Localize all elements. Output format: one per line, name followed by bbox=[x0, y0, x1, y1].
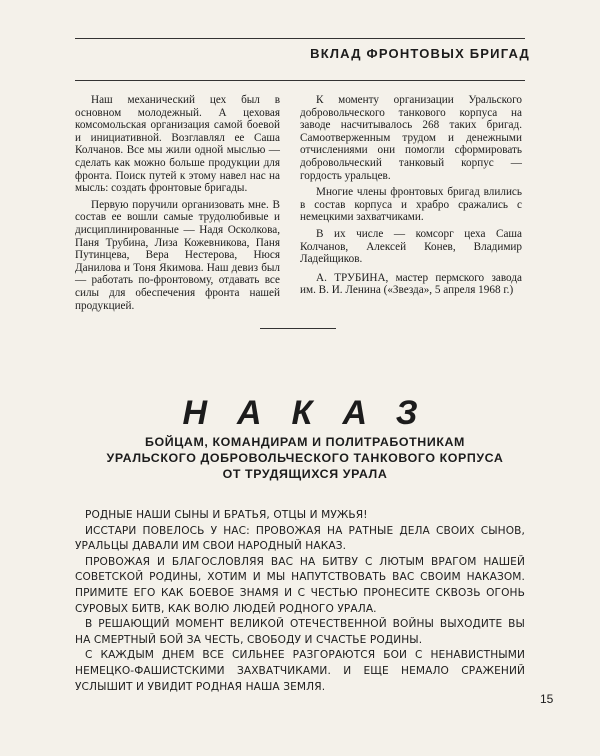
nakaz-subtitle bbox=[40, 434, 570, 482]
section-divider bbox=[260, 328, 336, 329]
paragraph: Многие члены фронтовых бригад влились в состав корпуса и храбро сражались с немецкими захватчиками. bbox=[300, 186, 522, 224]
nakaz-paragraph: РОДНЫЕ НАШИ СЫНЫ И БРАТЬЯ, ОТЦЫ И МУЖЬЯ! bbox=[85, 509, 368, 521]
subtitle-line: ОТ ТРУДЯЩИХСЯ УРАЛА bbox=[222, 467, 388, 481]
page-number: 15 bbox=[540, 692, 554, 706]
nakaz-title: НАКАЗ bbox=[182, 394, 448, 432]
subtitle-line: УРАЛЬСКОГО ДОБРОВОЛЬЧЕСКОГО ТАНКОВОГО КОРПУСА bbox=[106, 451, 504, 465]
nakaz-paragraph: ПРОВОЖАЯ И БЛАГОСЛОВЛЯЯ ВАС НА БИТВУ С ЛЮТЫМ ВРАГОМ НАШЕЙ СОВЕТСКОЙ РОДИНЫ, ХОТИМ И МЫ НАПУТСТВОВАТЬ ВАС СВОИМ НАКАЗОМ. ПРИМИТЕ ЕГО КАК БОЕВОЕ ЗНАМЯ И С ЧЕСТЬЮ ПРОНЕСИТЕ СКВОЗЬ ОГОНЬ СУРОВЫХ БИТВ, КАК ВОЛЮ ЛЮДЕЙ РОДНОГО УРАЛА. bbox=[75, 555, 525, 615]
paragraph: Наш механический цех был в основном молодежный. А цеховая комсомольская организация самой боевой и инициативной. Возглавлял ее Саша Колчанов. Все мы жили одной мыслью — сделать как можно больше продукции для фронта. Поиск путей к этому навел нас на мысль: создать фронтовые бригады. bbox=[75, 94, 280, 195]
paragraph: В их числе — комсорг цеха Саша Колчанов, Алексей Конев, Владимир Ладейщиков. bbox=[300, 227, 522, 266]
nakaz-paragraph: С КАЖДЫМ ДНЕМ ВСЕ СИЛЬНЕЕ РАЗГОРАЮТСЯ БОИ С НЕНАВИСТНЫМИ НЕМЕЦКО-ФАШИСТСКИМИ ЗАХВАТЧИКАМИ. И ЕЩЕ НЕМАЛО СРАЖЕНИЙ УСЛЫШИТ И УВИДИТ РОДНАЯ НАША ЗЕМЛЯ. bbox=[75, 649, 525, 693]
nakaz-body bbox=[75, 508, 525, 695]
left-column bbox=[75, 94, 280, 316]
paragraph: Первую поручили организовать мне. В состав ее вошли самые трудолюбивые и дисциплинированные — Надя Осколкова, Паня Трубина, Лиза Кожевникова, Паня Путинцева, Вера Нестерова, Нюся Данилова и Тоня Якимова. Наш девиз был — работать по-фронтовому, отдавать все силы для обеспечения фронта нашей продукцией. bbox=[75, 198, 280, 312]
nakaz-paragraph: ИССТАРИ ПОВЕЛОСЬ У НАС: ПРОВОЖАЯ НА РАТНЫЕ ДЕЛА СВОИХ СЫНОВ, УРАЛЬЦЫ ДАВАЛИ ИМ СВОИ НАРОДНЫЙ НАКАЗ. bbox=[75, 524, 525, 553]
signature: А. ТРУБИНА, мастер пермского завода им. В. И. Ленина («Звезда», 5 апреля 1968 г.) bbox=[300, 271, 522, 297]
header-rule-bottom bbox=[75, 80, 525, 81]
subtitle-line: БОЙЦАМ, КОМАНДИРАМ И ПОЛИТРАБОТНИКАМ bbox=[145, 435, 465, 449]
nakaz-paragraph: В РЕШАЮЩИЙ МОМЕНТ ВЕЛИКОЙ ОТЕЧЕСТВЕННОЙ ВОЙНЫ ВЫХОДИТЕ ВЫ НА СМЕРТНЫЙ БОЙ ЗА ЧЕСТЬ, СВОБОДУ И СЧАСТЬЕ РОДИНЫ. bbox=[75, 618, 525, 646]
running-header: ВКЛАД ФРОНТОВЫХ БРИГАД bbox=[310, 46, 530, 61]
paragraph: К моменту организации Уральского добровольческого танкового корпуса на заводе насчитывалось 268 таких бригад. Самоотверженным трудом и денежными отчислениями они помогли сформировать добровольческий танковый корпус — гордость уральцев. bbox=[300, 94, 522, 182]
right-column bbox=[300, 94, 522, 301]
header-rule-top bbox=[75, 38, 525, 39]
